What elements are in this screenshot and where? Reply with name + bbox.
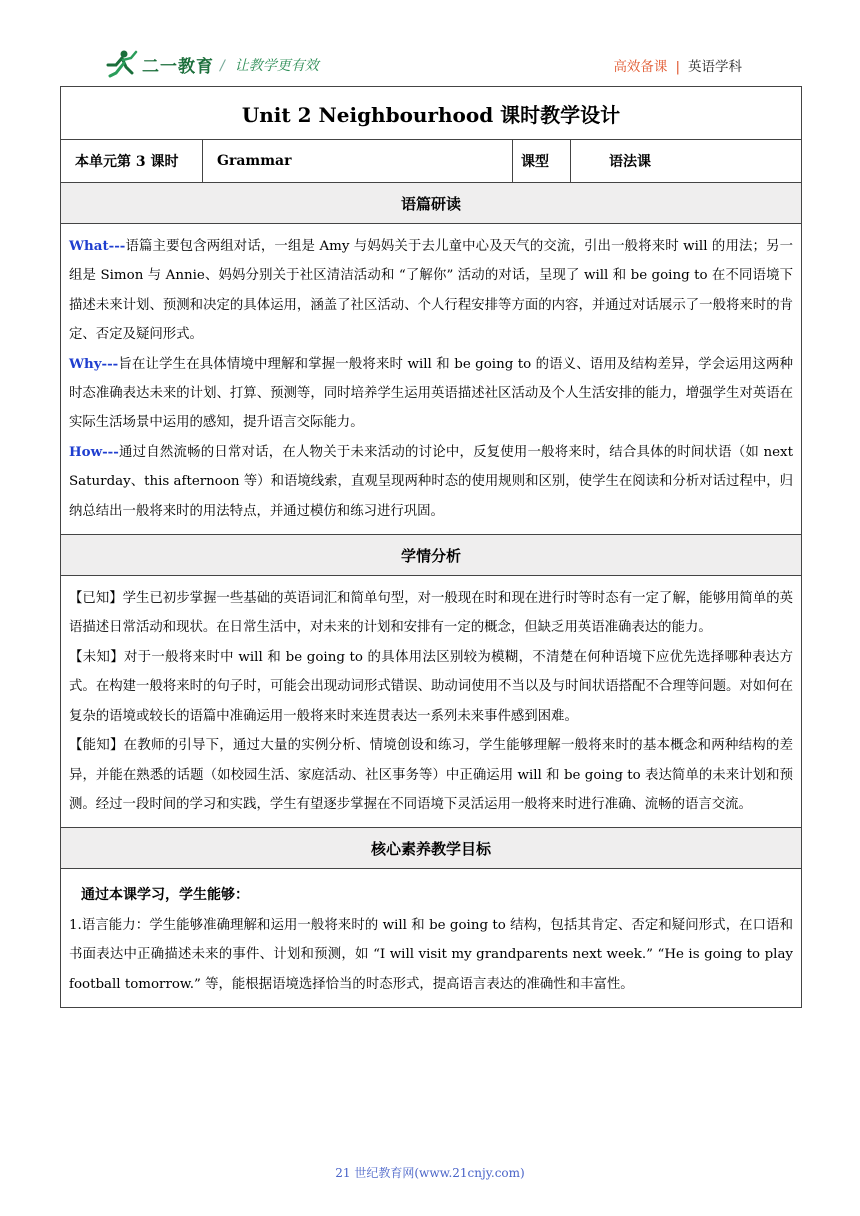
runner-logo-icon bbox=[104, 49, 138, 79]
section-core-goals bbox=[61, 869, 801, 1008]
logo-text: 二一教育 bbox=[142, 56, 214, 77]
section-text-analysis bbox=[61, 224, 801, 535]
why-paragraph: Why---旨在让学生在具体情境中理解和掌握一般将来时 will 和 be going to 的语义、语用及结构差异，学会运用这两种时态准确表达未来的计划、打算、预测等，同时培养学生运用英语描述社区活动及个人生活安排的能力，增强学生对英语在实际生活场景中运用的感知，提升语言交际能力。 bbox=[69, 355, 793, 431]
doc-title: Unit 2 Neighbourhood 课时教学设计 bbox=[61, 87, 801, 140]
info-row bbox=[61, 140, 801, 183]
lesson-number: 本单元第 3 课时 bbox=[61, 140, 203, 182]
header-subject: 英语学科 bbox=[688, 59, 742, 75]
header-right: 高效备课 | 英语学科 bbox=[613, 59, 742, 75]
page-header bbox=[0, 0, 860, 86]
what-paragraph: What---语篇主要包含两组对话，一组是 Amy 与妈妈关于去儿童中心及天气的交流，引出一般将来时 will 的用法；另一组是 Simon 与 Annie、妈妈分别关于社区清洁活动和 “了解你” 活动的对话，呈现了 will 和 be going to 在不同语境下描述未来计划、预测和决定的具体运用，涵盖了社区活动、个人行程安排等方面的内容，并通过对话展示了一般将来时的肯定、否定及疑问形式。 bbox=[69, 238, 793, 343]
section-heading-core-goals: 核心素养教学目标 bbox=[61, 828, 801, 869]
type-value: 语法课 bbox=[609, 154, 651, 170]
can-know-paragraph: 【能知】在教师的引导下，通过大量的实例分析、情境创设和练习，学生能够理解一般将来时的基本概念和两种结构的差异，并能在熟悉的话题（如校园生活、家庭活动、社区事务等）中正确运用 will 和 be going to 表达简单的未来计划和预测。经过一段时间的学习和实践，学生有望逐步掌握在不同语境下灵活运用一般将来时进行准确、流畅的语言交流。 bbox=[69, 738, 793, 812]
footer-site[interactable]: 21 世纪教育网(www.21cnjy.com) bbox=[335, 1166, 525, 1180]
goal-language-ability: 1.语言能力：学生能够准确理解和运用一般将来时的 will 和 be going to 结构，包括其肯定、否定和疑问形式，在口语和书面表达中正确描述未来的事件、计划和预测，如 “I will visit my grandparents next week.” “He is going to play football tomorrow.” 等，能根据语境选择恰当的时态形式，提高语言表达的准确性和丰富性。 bbox=[69, 917, 793, 992]
lesson-plan-table bbox=[60, 86, 802, 1008]
goals-lead: 通过本课学习，学生能够： bbox=[81, 887, 249, 904]
header-tag: 高效备课 bbox=[613, 59, 668, 75]
type-label: 课型 bbox=[513, 140, 571, 182]
section-heading-text-analysis: 语篇研读 bbox=[61, 183, 801, 224]
slogan: / 让教学更有效 bbox=[220, 58, 319, 74]
how-paragraph: How---通过自然流畅的日常对话，在人物关于未来活动的讨论中，反复使用一般将来时，结合具体的时间状语（如 next Saturday、this afternoon 等）和语境线索，直观呈现两种时态的使用规则和区别，使学生在阅读和分析对话过程中，归纳总结出一般将来时的用法特点，并通过模仿和练习进行巩固。 bbox=[69, 443, 793, 519]
logo bbox=[104, 48, 214, 80]
known-paragraph: 【已知】学生已初步掌握一些基础的英语词汇和简单句型，对一般现在时和现在进行时等时态有一定了解，能够用简单的英语描述日常活动和现状。在日常生活中，对未来的计划和安排有一定的概念，但缺乏用英语准确表达的能力。 bbox=[69, 591, 793, 636]
section-learner-analysis bbox=[61, 576, 801, 828]
unknown-paragraph: 【未知】对于一般将来时中 will 和 be going to 的具体用法区别较为模糊，不清楚在何种语境下应优先选择哪种表达方式。在构建一般将来时的句子时，可能会出现动词形式错误、助动词使用不当以及与时间状语搭配不合理等问题。对如何在复杂的语境或较长的语篇中准确运用一般将来时来连贯表达一系列未来事件感到困难。 bbox=[69, 649, 793, 724]
section-heading-learner-analysis: 学情分析 bbox=[61, 535, 801, 576]
lesson-topic: Grammar bbox=[203, 140, 513, 182]
